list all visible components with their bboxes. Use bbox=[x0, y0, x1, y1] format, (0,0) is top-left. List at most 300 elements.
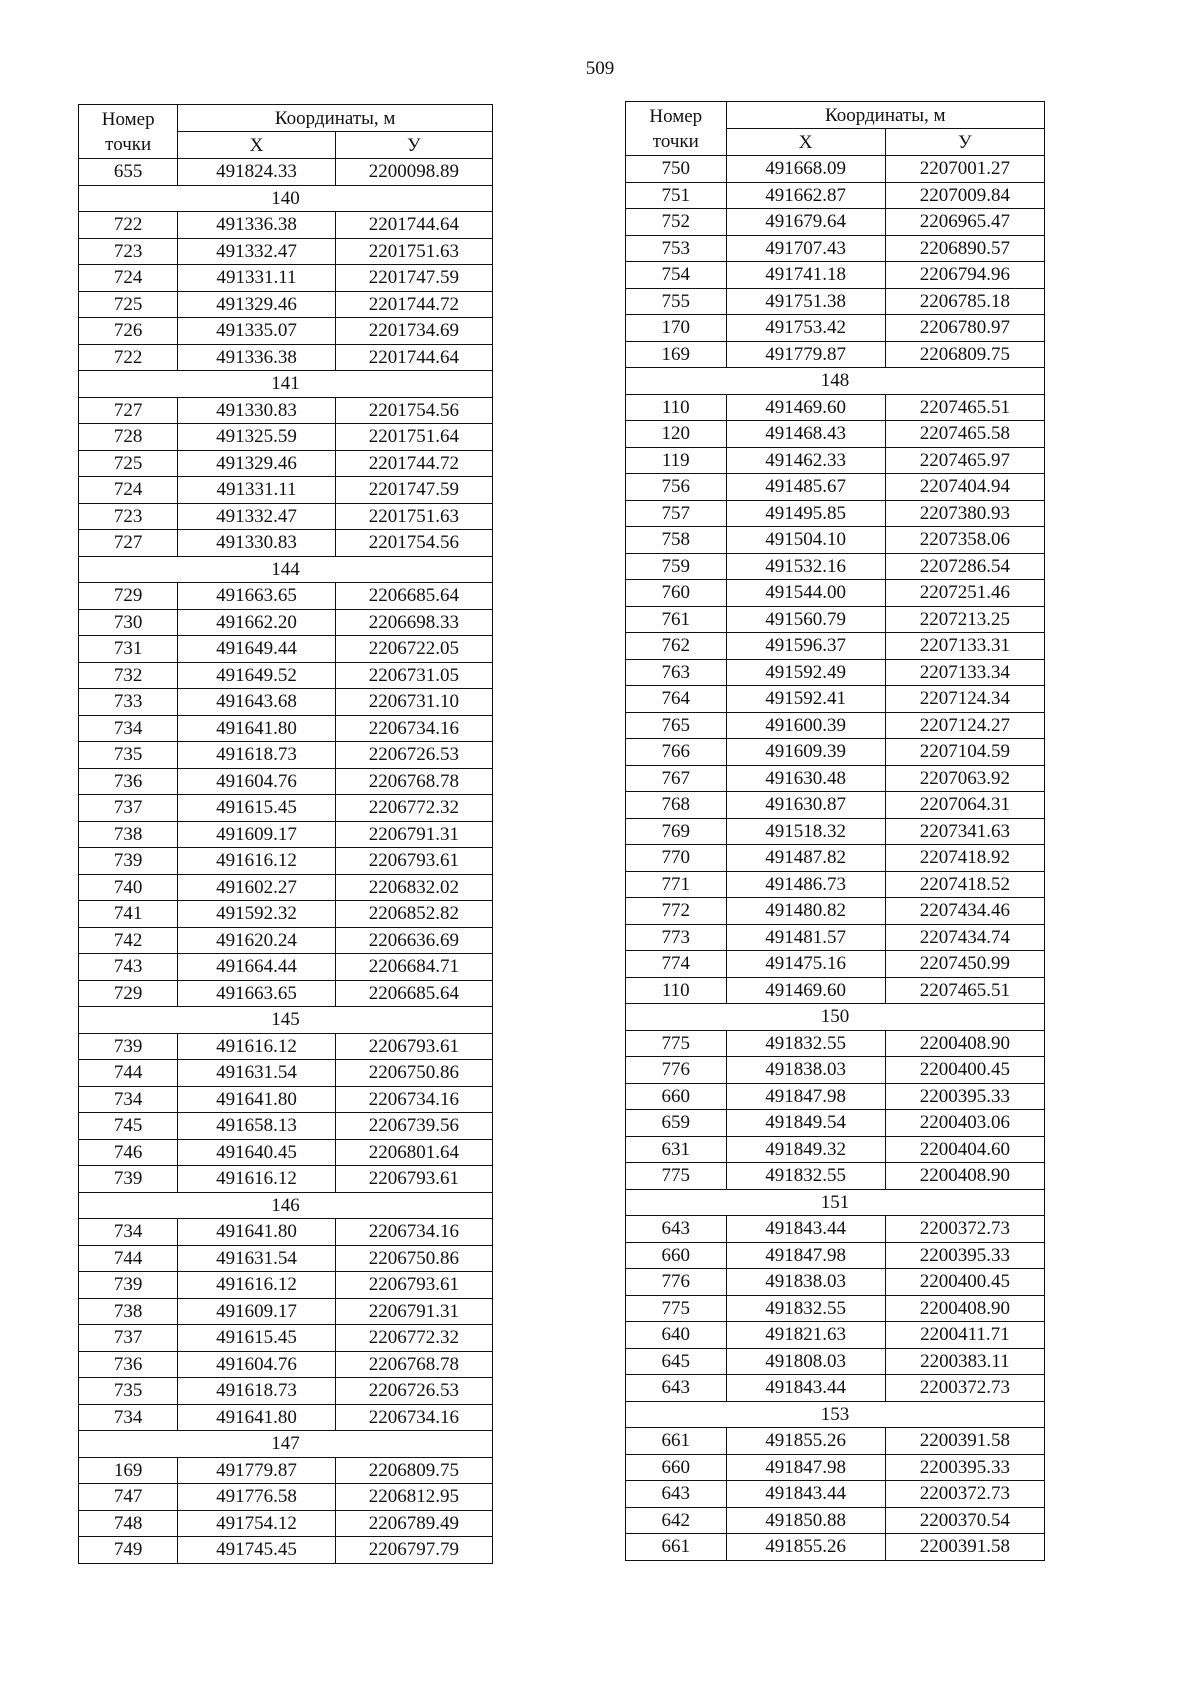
x-coordinate-cell: 491641.80 bbox=[178, 1086, 335, 1113]
y-coordinate-cell: 2206791.31 bbox=[335, 1298, 492, 1325]
x-coordinate-cell: 491469.60 bbox=[726, 394, 885, 421]
table-row bbox=[79, 1484, 493, 1511]
table-row bbox=[626, 898, 1045, 925]
y-coordinate-cell: 2207465.58 bbox=[885, 421, 1044, 448]
table-row bbox=[79, 901, 493, 928]
x-coordinate-cell: 491668.09 bbox=[726, 156, 885, 183]
point-number-cell: 170 bbox=[626, 315, 727, 342]
x-column-header: X bbox=[178, 132, 335, 159]
y-coordinate-cell: 2200391.58 bbox=[885, 1534, 1044, 1561]
parcel-group-row bbox=[626, 1401, 1045, 1428]
x-coordinate-cell: 491855.26 bbox=[726, 1428, 885, 1455]
point-number-cell: 732 bbox=[79, 662, 178, 689]
x-coordinate-cell: 491832.55 bbox=[726, 1030, 885, 1057]
x-column-header: X bbox=[726, 129, 885, 156]
point-number-cell: 764 bbox=[626, 686, 727, 713]
table-row bbox=[626, 1428, 1045, 1455]
y-coordinate-cell: 2207434.74 bbox=[885, 924, 1044, 951]
point-number-cell: 725 bbox=[79, 450, 178, 477]
point-number-cell: 119 bbox=[626, 447, 727, 474]
x-coordinate-cell: 491847.98 bbox=[726, 1083, 885, 1110]
point-number-label-2: точки bbox=[105, 133, 152, 155]
parcel-number: 145 bbox=[79, 1007, 493, 1034]
table-row bbox=[79, 212, 493, 239]
parcel-group-row bbox=[79, 1007, 493, 1034]
table-row bbox=[79, 424, 493, 451]
x-coordinate-cell: 491707.43 bbox=[726, 235, 885, 262]
x-coordinate-cell: 491824.33 bbox=[178, 159, 335, 186]
y-coordinate-cell: 2206890.57 bbox=[885, 235, 1044, 262]
table-row bbox=[79, 1086, 493, 1113]
y-coordinate-cell: 2201744.72 bbox=[335, 291, 492, 318]
point-number-cell: 169 bbox=[79, 1457, 178, 1484]
table-row bbox=[626, 792, 1045, 819]
table-row bbox=[626, 1216, 1045, 1243]
x-coordinate-cell: 491332.47 bbox=[178, 503, 335, 530]
x-coordinate-cell: 491485.67 bbox=[726, 474, 885, 501]
point-number-cell: 728 bbox=[79, 424, 178, 451]
point-number-label-2: точки bbox=[652, 130, 699, 152]
table-row bbox=[79, 927, 493, 954]
y-coordinate-cell: 2207124.34 bbox=[885, 686, 1044, 713]
table-row bbox=[626, 633, 1045, 660]
table-row bbox=[79, 1378, 493, 1405]
y-coordinate-cell: 2200372.73 bbox=[885, 1375, 1044, 1402]
point-number-cell: 734 bbox=[79, 1404, 178, 1431]
parcel-group-row bbox=[79, 556, 493, 583]
point-number-cell: 756 bbox=[626, 474, 727, 501]
point-number-cell: 724 bbox=[79, 477, 178, 504]
y-coordinate-cell: 2206772.32 bbox=[335, 1325, 492, 1352]
x-coordinate-cell: 491602.27 bbox=[178, 874, 335, 901]
x-coordinate-cell: 491618.73 bbox=[178, 1378, 335, 1405]
table-row bbox=[626, 421, 1045, 448]
point-number-cell: 739 bbox=[79, 848, 178, 875]
point-number-cell: 661 bbox=[626, 1534, 727, 1561]
y-coordinate-cell: 2206685.64 bbox=[335, 583, 492, 610]
table-row bbox=[626, 341, 1045, 368]
y-column-header: У bbox=[885, 129, 1044, 156]
x-coordinate-cell: 491616.12 bbox=[178, 1033, 335, 1060]
parcel-group-row bbox=[79, 1192, 493, 1219]
x-coordinate-cell: 491336.38 bbox=[178, 344, 335, 371]
y-coordinate-cell: 2206812.95 bbox=[335, 1484, 492, 1511]
point-number-cell: 736 bbox=[79, 1351, 178, 1378]
parcel-number: 151 bbox=[626, 1189, 1045, 1216]
y-coordinate-cell: 2200372.73 bbox=[885, 1481, 1044, 1508]
point-number-cell: 743 bbox=[79, 954, 178, 981]
x-coordinate-cell: 491475.16 bbox=[726, 951, 885, 978]
point-number-cell: 747 bbox=[79, 1484, 178, 1511]
x-coordinate-cell: 491641.80 bbox=[178, 1219, 335, 1246]
point-number-cell: 734 bbox=[79, 1086, 178, 1113]
y-coordinate-cell: 2200404.60 bbox=[885, 1136, 1044, 1163]
table-row bbox=[79, 1060, 493, 1087]
table-row bbox=[626, 1110, 1045, 1137]
x-coordinate-cell: 491779.87 bbox=[178, 1457, 335, 1484]
x-coordinate-cell: 491631.54 bbox=[178, 1060, 335, 1087]
table-row bbox=[79, 636, 493, 663]
point-number-cell: 169 bbox=[626, 341, 727, 368]
table-row bbox=[626, 1375, 1045, 1402]
point-number-cell: 775 bbox=[626, 1030, 727, 1057]
x-coordinate-cell: 491487.82 bbox=[726, 845, 885, 872]
x-coordinate-cell: 491838.03 bbox=[726, 1057, 885, 1084]
table-row bbox=[626, 977, 1045, 1004]
point-number-cell: 772 bbox=[626, 898, 727, 925]
point-number-header bbox=[626, 102, 727, 156]
table-row bbox=[626, 288, 1045, 315]
y-coordinate-cell: 2206797.79 bbox=[335, 1537, 492, 1564]
x-coordinate-cell: 491663.65 bbox=[178, 583, 335, 610]
x-coordinate-cell: 491649.44 bbox=[178, 636, 335, 663]
x-coordinate-cell: 491331.11 bbox=[178, 265, 335, 292]
table-row bbox=[626, 315, 1045, 342]
table-row bbox=[626, 871, 1045, 898]
table-row bbox=[626, 765, 1045, 792]
x-coordinate-cell: 491641.80 bbox=[178, 1404, 335, 1431]
x-coordinate-cell: 491662.20 bbox=[178, 609, 335, 636]
point-number-cell: 742 bbox=[79, 927, 178, 954]
table-row bbox=[79, 1033, 493, 1060]
x-coordinate-cell: 491592.41 bbox=[726, 686, 885, 713]
point-number-cell: 722 bbox=[79, 212, 178, 239]
y-coordinate-cell: 2207064.31 bbox=[885, 792, 1044, 819]
x-coordinate-cell: 491325.59 bbox=[178, 424, 335, 451]
point-number-cell: 749 bbox=[79, 1537, 178, 1564]
point-number-cell: 110 bbox=[626, 394, 727, 421]
parcel-group-row bbox=[626, 368, 1045, 395]
x-coordinate-cell: 491618.73 bbox=[178, 742, 335, 769]
point-number-cell: 731 bbox=[79, 636, 178, 663]
x-coordinate-cell: 491662.87 bbox=[726, 182, 885, 209]
table-row bbox=[626, 659, 1045, 686]
y-coordinate-cell: 2200372.73 bbox=[885, 1216, 1044, 1243]
parcel-group-row bbox=[626, 1004, 1045, 1031]
y-coordinate-cell: 2200400.45 bbox=[885, 1269, 1044, 1296]
table-row bbox=[79, 848, 493, 875]
point-number-cell: 660 bbox=[626, 1083, 727, 1110]
x-coordinate-cell: 491481.57 bbox=[726, 924, 885, 951]
point-number-cell: 727 bbox=[79, 530, 178, 557]
y-coordinate-cell: 2206832.02 bbox=[335, 874, 492, 901]
y-coordinate-cell: 2207001.27 bbox=[885, 156, 1044, 183]
parcel-group-row bbox=[79, 1431, 493, 1458]
y-coordinate-cell: 2201751.64 bbox=[335, 424, 492, 451]
x-coordinate-cell: 491855.26 bbox=[726, 1534, 885, 1561]
table-row bbox=[626, 235, 1045, 262]
parcel-number: 140 bbox=[79, 185, 493, 212]
table-header bbox=[626, 102, 1045, 156]
y-coordinate-cell: 2207286.54 bbox=[885, 553, 1044, 580]
y-coordinate-cell: 2207358.06 bbox=[885, 527, 1044, 554]
point-number-cell: 110 bbox=[626, 977, 727, 1004]
y-coordinate-cell: 2207251.46 bbox=[885, 580, 1044, 607]
x-coordinate-cell: 491630.87 bbox=[726, 792, 885, 819]
y-coordinate-cell: 2207404.94 bbox=[885, 474, 1044, 501]
table-header bbox=[79, 105, 493, 159]
table-row bbox=[79, 344, 493, 371]
x-coordinate-cell: 491838.03 bbox=[726, 1269, 885, 1296]
x-coordinate-cell: 491776.58 bbox=[178, 1484, 335, 1511]
point-number-cell: 734 bbox=[79, 715, 178, 742]
x-coordinate-cell: 491631.54 bbox=[178, 1245, 335, 1272]
table-row bbox=[79, 1510, 493, 1537]
table-row bbox=[79, 980, 493, 1007]
x-coordinate-cell: 491745.45 bbox=[178, 1537, 335, 1564]
parcel-group-row bbox=[626, 1189, 1045, 1216]
table-row bbox=[79, 609, 493, 636]
point-number-cell: 773 bbox=[626, 924, 727, 951]
table-row bbox=[626, 1057, 1045, 1084]
table-row bbox=[79, 768, 493, 795]
x-coordinate-cell: 491843.44 bbox=[726, 1216, 885, 1243]
x-coordinate-cell: 491663.65 bbox=[178, 980, 335, 1007]
x-coordinate-cell: 491486.73 bbox=[726, 871, 885, 898]
y-coordinate-cell: 2200408.90 bbox=[885, 1163, 1044, 1190]
y-coordinate-cell: 2201744.64 bbox=[335, 212, 492, 239]
point-number-cell: 733 bbox=[79, 689, 178, 716]
table-row bbox=[79, 1139, 493, 1166]
point-number-cell: 660 bbox=[626, 1454, 727, 1481]
parcel-number: 147 bbox=[79, 1431, 493, 1458]
table-row bbox=[626, 1242, 1045, 1269]
y-coordinate-cell: 2207133.31 bbox=[885, 633, 1044, 660]
y-coordinate-cell: 2206768.78 bbox=[335, 1351, 492, 1378]
table-row bbox=[626, 606, 1045, 633]
y-coordinate-cell: 2201744.72 bbox=[335, 450, 492, 477]
y-coordinate-cell: 2200391.58 bbox=[885, 1428, 1044, 1455]
x-coordinate-cell: 491604.76 bbox=[178, 1351, 335, 1378]
x-coordinate-cell: 491641.80 bbox=[178, 715, 335, 742]
y-coordinate-cell: 2200395.33 bbox=[885, 1083, 1044, 1110]
point-number-cell: 737 bbox=[79, 795, 178, 822]
table-row bbox=[79, 318, 493, 345]
point-number-cell: 769 bbox=[626, 818, 727, 845]
table-row bbox=[79, 1457, 493, 1484]
point-number-cell: 750 bbox=[626, 156, 727, 183]
x-coordinate-cell: 491330.83 bbox=[178, 397, 335, 424]
y-coordinate-cell: 2206809.75 bbox=[885, 341, 1044, 368]
table-row bbox=[79, 715, 493, 742]
table-row bbox=[626, 845, 1045, 872]
point-number-cell: 771 bbox=[626, 871, 727, 898]
table-row bbox=[79, 662, 493, 689]
x-coordinate-cell: 491518.32 bbox=[726, 818, 885, 845]
point-number-cell: 723 bbox=[79, 238, 178, 265]
y-coordinate-cell: 2200400.45 bbox=[885, 1057, 1044, 1084]
y-coordinate-cell: 2206731.10 bbox=[335, 689, 492, 716]
table-row bbox=[626, 182, 1045, 209]
y-coordinate-cell: 2206768.78 bbox=[335, 768, 492, 795]
point-number-label-1: Номер bbox=[101, 108, 155, 130]
table-row bbox=[79, 1537, 493, 1564]
point-number-cell: 762 bbox=[626, 633, 727, 660]
y-coordinate-cell: 2201734.69 bbox=[335, 318, 492, 345]
point-number-cell: 753 bbox=[626, 235, 727, 262]
parcel-number: 153 bbox=[626, 1401, 1045, 1428]
x-coordinate-cell: 491741.18 bbox=[726, 262, 885, 289]
y-coordinate-cell: 2200395.33 bbox=[885, 1242, 1044, 1269]
x-coordinate-cell: 491843.44 bbox=[726, 1481, 885, 1508]
table-row bbox=[79, 291, 493, 318]
coordinates-header: Координаты, м bbox=[178, 105, 493, 132]
table-row bbox=[79, 1245, 493, 1272]
y-coordinate-cell: 2206685.64 bbox=[335, 980, 492, 1007]
parcel-group-row bbox=[79, 185, 493, 212]
y-coordinate-cell: 2200098.89 bbox=[335, 159, 492, 186]
table-row bbox=[626, 1322, 1045, 1349]
parcel-number: 141 bbox=[79, 371, 493, 398]
table-row bbox=[626, 1136, 1045, 1163]
point-number-cell: 661 bbox=[626, 1428, 727, 1455]
y-coordinate-cell: 2206726.53 bbox=[335, 1378, 492, 1405]
table-row bbox=[79, 689, 493, 716]
point-number-cell: 660 bbox=[626, 1242, 727, 1269]
table-row bbox=[626, 951, 1045, 978]
table-row bbox=[626, 1030, 1045, 1057]
y-coordinate-cell: 2206793.61 bbox=[335, 1166, 492, 1193]
table-row bbox=[79, 1113, 493, 1140]
y-column-header: У bbox=[335, 132, 492, 159]
y-coordinate-cell: 2206793.61 bbox=[335, 1033, 492, 1060]
point-number-cell: 655 bbox=[79, 159, 178, 186]
y-coordinate-cell: 2207418.92 bbox=[885, 845, 1044, 872]
table-row bbox=[626, 1163, 1045, 1190]
x-coordinate-cell: 491754.12 bbox=[178, 1510, 335, 1537]
x-coordinate-cell: 491664.44 bbox=[178, 954, 335, 981]
table-row bbox=[626, 1507, 1045, 1534]
point-number-cell: 763 bbox=[626, 659, 727, 686]
table-row bbox=[79, 265, 493, 292]
table-row bbox=[626, 818, 1045, 845]
x-coordinate-cell: 491329.46 bbox=[178, 450, 335, 477]
point-number-cell: 765 bbox=[626, 712, 727, 739]
y-coordinate-cell: 2206794.96 bbox=[885, 262, 1044, 289]
point-number-cell: 735 bbox=[79, 1378, 178, 1405]
coordinates-table-right bbox=[625, 101, 1045, 1561]
point-number-cell: 755 bbox=[626, 288, 727, 315]
point-number-cell: 776 bbox=[626, 1269, 727, 1296]
parcel-number: 144 bbox=[79, 556, 493, 583]
point-number-cell: 776 bbox=[626, 1057, 727, 1084]
x-coordinate-cell: 491560.79 bbox=[726, 606, 885, 633]
x-coordinate-cell: 491779.87 bbox=[726, 341, 885, 368]
table-row bbox=[626, 580, 1045, 607]
table-row bbox=[79, 1404, 493, 1431]
x-coordinate-cell: 491615.45 bbox=[178, 795, 335, 822]
y-coordinate-cell: 2206722.05 bbox=[335, 636, 492, 663]
coordinates-table-left bbox=[78, 104, 493, 1564]
point-number-cell: 744 bbox=[79, 1060, 178, 1087]
point-number-cell: 775 bbox=[626, 1295, 727, 1322]
table-row bbox=[626, 156, 1045, 183]
point-number-cell: 736 bbox=[79, 768, 178, 795]
x-coordinate-cell: 491753.42 bbox=[726, 315, 885, 342]
point-number-cell: 751 bbox=[626, 182, 727, 209]
table-row bbox=[626, 500, 1045, 527]
y-coordinate-cell: 2206789.49 bbox=[335, 1510, 492, 1537]
x-coordinate-cell: 491630.48 bbox=[726, 765, 885, 792]
y-coordinate-cell: 2201747.59 bbox=[335, 477, 492, 504]
table-row bbox=[79, 874, 493, 901]
point-number-cell: 722 bbox=[79, 344, 178, 371]
x-coordinate-cell: 491331.11 bbox=[178, 477, 335, 504]
table-row bbox=[626, 262, 1045, 289]
x-coordinate-cell: 491832.55 bbox=[726, 1295, 885, 1322]
point-number-cell: 643 bbox=[626, 1216, 727, 1243]
table-row bbox=[626, 739, 1045, 766]
table-row bbox=[626, 553, 1045, 580]
table-row bbox=[79, 477, 493, 504]
table-row bbox=[79, 238, 493, 265]
y-coordinate-cell: 2207450.99 bbox=[885, 951, 1044, 978]
x-coordinate-cell: 491609.17 bbox=[178, 1298, 335, 1325]
table-row bbox=[626, 924, 1045, 951]
table-row bbox=[626, 1083, 1045, 1110]
point-number-cell: 758 bbox=[626, 527, 727, 554]
y-coordinate-cell: 2201754.56 bbox=[335, 530, 492, 557]
x-coordinate-cell: 491592.49 bbox=[726, 659, 885, 686]
x-coordinate-cell: 491643.68 bbox=[178, 689, 335, 716]
y-coordinate-cell: 2206791.31 bbox=[335, 821, 492, 848]
point-number-cell: 740 bbox=[79, 874, 178, 901]
x-coordinate-cell: 491849.54 bbox=[726, 1110, 885, 1137]
x-coordinate-cell: 491847.98 bbox=[726, 1242, 885, 1269]
y-coordinate-cell: 2200370.54 bbox=[885, 1507, 1044, 1534]
y-coordinate-cell: 2207009.84 bbox=[885, 182, 1044, 209]
point-number-cell: 761 bbox=[626, 606, 727, 633]
x-coordinate-cell: 491462.33 bbox=[726, 447, 885, 474]
y-coordinate-cell: 2207104.59 bbox=[885, 739, 1044, 766]
y-coordinate-cell: 2200403.06 bbox=[885, 1110, 1044, 1137]
table-row bbox=[626, 474, 1045, 501]
table-row bbox=[79, 1272, 493, 1299]
parcel-number: 150 bbox=[626, 1004, 1045, 1031]
point-number-cell: 739 bbox=[79, 1272, 178, 1299]
y-coordinate-cell: 2207380.93 bbox=[885, 500, 1044, 527]
page-number: 509 bbox=[585, 58, 615, 79]
point-number-cell: 746 bbox=[79, 1139, 178, 1166]
table-row bbox=[626, 1481, 1045, 1508]
y-coordinate-cell: 2201744.64 bbox=[335, 344, 492, 371]
x-coordinate-cell: 491495.85 bbox=[726, 500, 885, 527]
x-coordinate-cell: 491679.64 bbox=[726, 209, 885, 236]
x-coordinate-cell: 491849.32 bbox=[726, 1136, 885, 1163]
x-coordinate-cell: 491751.38 bbox=[726, 288, 885, 315]
point-number-cell: 727 bbox=[79, 397, 178, 424]
table-row bbox=[79, 1298, 493, 1325]
table-row bbox=[79, 795, 493, 822]
x-coordinate-cell: 491658.13 bbox=[178, 1113, 335, 1140]
table-row bbox=[79, 159, 493, 186]
x-coordinate-cell: 491469.60 bbox=[726, 977, 885, 1004]
y-coordinate-cell: 2207465.51 bbox=[885, 977, 1044, 1004]
y-coordinate-cell: 2206731.05 bbox=[335, 662, 492, 689]
coordinates-header: Координаты, м bbox=[726, 102, 1044, 129]
x-coordinate-cell: 491821.63 bbox=[726, 1322, 885, 1349]
point-number-cell: 735 bbox=[79, 742, 178, 769]
y-coordinate-cell: 2207465.97 bbox=[885, 447, 1044, 474]
y-coordinate-cell: 2206793.61 bbox=[335, 848, 492, 875]
y-coordinate-cell: 2206965.47 bbox=[885, 209, 1044, 236]
table-row bbox=[626, 1348, 1045, 1375]
table-row bbox=[626, 686, 1045, 713]
point-number-cell: 730 bbox=[79, 609, 178, 636]
x-coordinate-cell: 491336.38 bbox=[178, 212, 335, 239]
point-number-cell: 120 bbox=[626, 421, 727, 448]
y-coordinate-cell: 2206750.86 bbox=[335, 1060, 492, 1087]
